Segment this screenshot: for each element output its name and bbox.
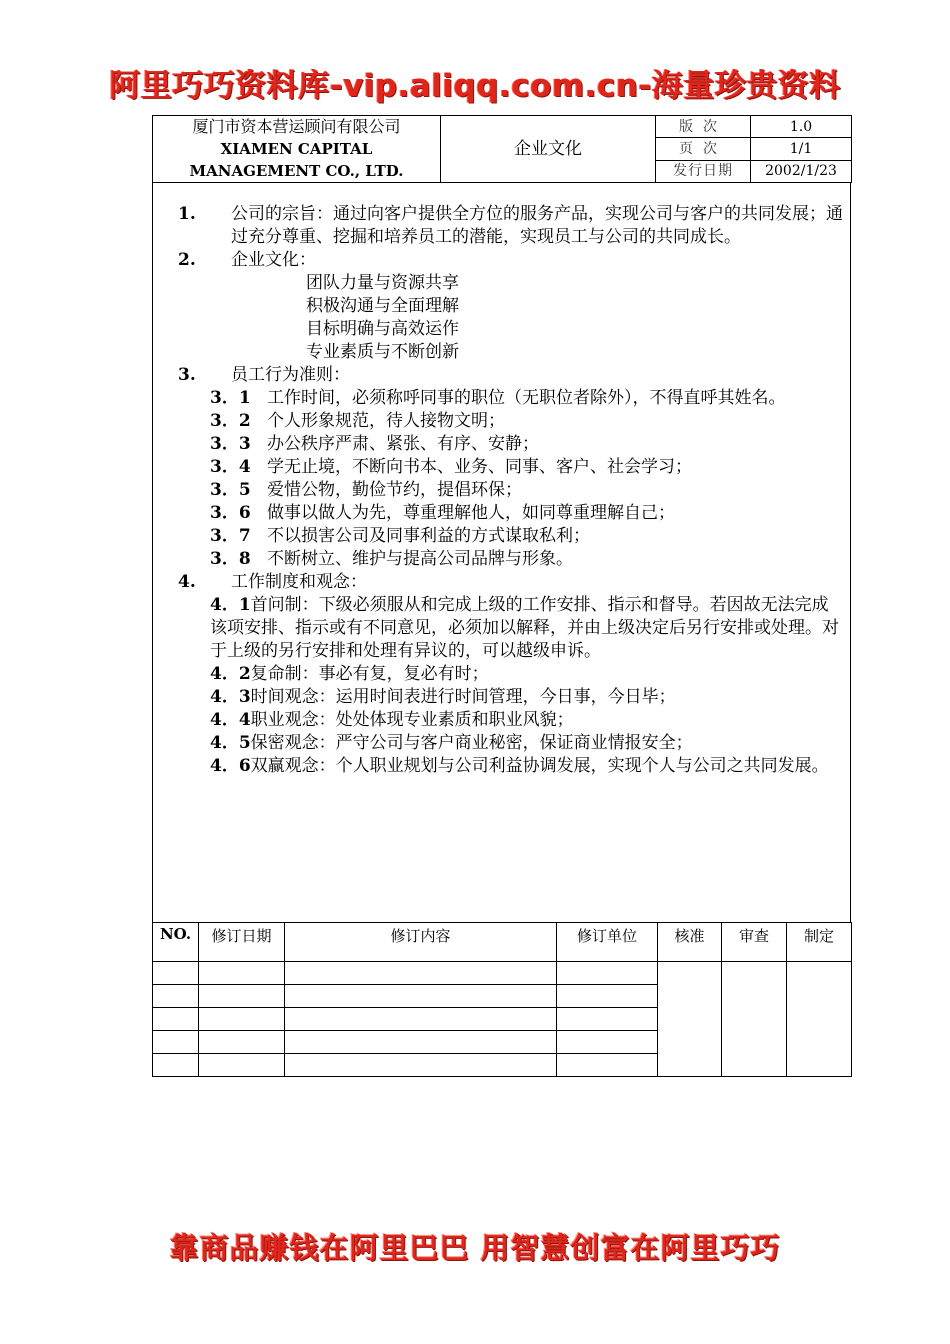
- col-header-review: 审查: [722, 923, 787, 962]
- policy-item: [178, 755, 845, 778]
- policy-item: [178, 594, 845, 663]
- item-text: 不断树立、维护与提高公司品牌与形象。: [267, 549, 573, 569]
- section-3: [178, 364, 845, 387]
- col-header-revision-date: 修订日期: [199, 923, 285, 962]
- conduct-item: [178, 525, 845, 548]
- document-header-table: [152, 115, 852, 183]
- document-title: 企业文化: [441, 116, 656, 183]
- company-name-en-line2: MANAGEMENT CO., LTD.: [189, 162, 404, 180]
- col-header-revision-content: 修订内容: [285, 923, 557, 962]
- item-number: 4．6: [210, 756, 251, 776]
- item-text: 个人形象规范，待人接物文明；: [267, 411, 505, 431]
- culture-item: 团队力量与资源共享: [306, 273, 459, 293]
- review-signature-cell: [722, 962, 787, 1077]
- culture-item: 目标明确与高效运作: [306, 319, 459, 339]
- col-header-revision-unit: 修订单位: [557, 923, 658, 962]
- section-number: 4.: [178, 572, 196, 592]
- prepare-signature-cell: [787, 962, 852, 1077]
- company-name-cn: 厦门市资本营运顾问有限公司: [192, 117, 401, 136]
- section-title: 企业文化：: [231, 250, 316, 270]
- document-body: [152, 183, 851, 922]
- conduct-item: [178, 502, 845, 525]
- policy-item: [178, 686, 845, 709]
- culture-item: 积极沟通与全面理解: [306, 296, 459, 316]
- culture-item: 专业素质与不断创新: [306, 342, 459, 362]
- item-text: 不以损害公司及同事利益的方式谋取私利；: [267, 526, 590, 546]
- item-text: 双赢观念：个人职业规划与公司利益协调发展，实现个人与公司之共同发展。: [250, 756, 829, 776]
- item-text: 复命制：事必有复，复必有时；: [250, 664, 489, 684]
- bottom-banner: 靠商品赚钱在阿里巴巴 用智慧创富在阿里巧巧: [169, 1231, 781, 1265]
- document-content: [178, 203, 845, 778]
- policy-item: [178, 732, 845, 755]
- item-text: 首问制：下级必须服从和完成上级的工作安排、指示和督导。若因故无法完成该项安排、指示或有不同意见，必须加以解释，并由上级决定后另行安排或处理。对于上级的另行安排和处理有异议的，可以越级申诉。: [210, 595, 839, 661]
- item-text: 爱惜公物，勤俭节约，提倡环保；: [267, 480, 522, 500]
- col-header-approve: 核准: [658, 923, 722, 962]
- item-number: 4．1: [210, 595, 251, 615]
- conduct-item: [178, 387, 845, 410]
- table-row: [153, 962, 852, 985]
- item-number: 3．8: [210, 549, 251, 569]
- item-number: 3．4: [210, 457, 251, 477]
- revision-table: [152, 922, 852, 1077]
- policy-item: [178, 709, 845, 732]
- version-value: 1.0: [751, 116, 852, 138]
- col-header-no: NO.: [153, 923, 199, 962]
- item-number: 3．3: [210, 434, 251, 454]
- section-number: 1.: [178, 204, 196, 224]
- item-number: 4．2: [210, 664, 251, 684]
- company-name-en-line1: XIAMEN CAPITAL: [220, 140, 373, 158]
- conduct-item: [178, 479, 845, 502]
- item-text: 办公秩序严肃、紧张、有序、安静；: [267, 434, 539, 454]
- page-label: 页次: [656, 138, 751, 160]
- section-text: 公司的宗旨：通过向客户提供全方位的服务产品，实现公司与客户的共同发展；通过充分尊重、挖掘和培养员工的潜能，实现员工与公司的共同成长。: [231, 204, 843, 247]
- conduct-item: [178, 456, 845, 479]
- page-value: 1/1: [751, 138, 852, 160]
- item-number: 4．3: [210, 687, 251, 707]
- item-text: 学无止境，不断向书本、业务、同事、客户、社会学习；: [267, 457, 692, 477]
- policy-item: [178, 663, 845, 686]
- section-1: [178, 203, 845, 249]
- item-number: 4．4: [210, 710, 251, 730]
- item-number: 3．7: [210, 526, 251, 546]
- section-title: 员工行为准则：: [231, 365, 350, 385]
- conduct-item: [178, 433, 845, 456]
- item-number: 3．2: [210, 411, 251, 431]
- item-text: 时间观念：运用时间表进行时间管理，今日事，今日毕；: [250, 687, 676, 707]
- section-number: 2.: [178, 250, 196, 270]
- item-number: 3．6: [210, 503, 251, 523]
- item-number: 3．1: [210, 388, 251, 408]
- section-4: [178, 571, 845, 594]
- approve-signature-cell: [658, 962, 722, 1077]
- item-text: 工作时间，必须称呼同事的职位（无职位者除外），不得直呼其姓名。: [267, 388, 786, 408]
- conduct-item: [178, 548, 845, 571]
- top-banner: 阿里巧巧资料库-vip.aliqq.com.cn-海量珍贵资料: [109, 68, 841, 104]
- section-2: [178, 249, 845, 272]
- company-name-cell: [153, 116, 441, 183]
- conduct-item: [178, 410, 845, 433]
- item-text: 保密观念：严守公司与客户商业秘密，保证商业情报安全；: [250, 733, 693, 753]
- section-number: 3.: [178, 365, 196, 385]
- item-number: 3．5: [210, 480, 251, 500]
- item-text: 做事以做人为先，尊重理解他人，如同尊重理解自己；: [267, 503, 675, 523]
- col-header-prepare: 制定: [787, 923, 852, 962]
- issue-date-value: 2002/1/23: [751, 160, 852, 182]
- section-title: 工作制度和观念：: [231, 572, 367, 592]
- item-number: 4．5: [210, 733, 251, 753]
- item-text: 职业观念：处处体现专业素质和职业风貌；: [250, 710, 574, 730]
- issue-date-label: 发行日期: [656, 160, 751, 182]
- version-label: 版次: [656, 116, 751, 138]
